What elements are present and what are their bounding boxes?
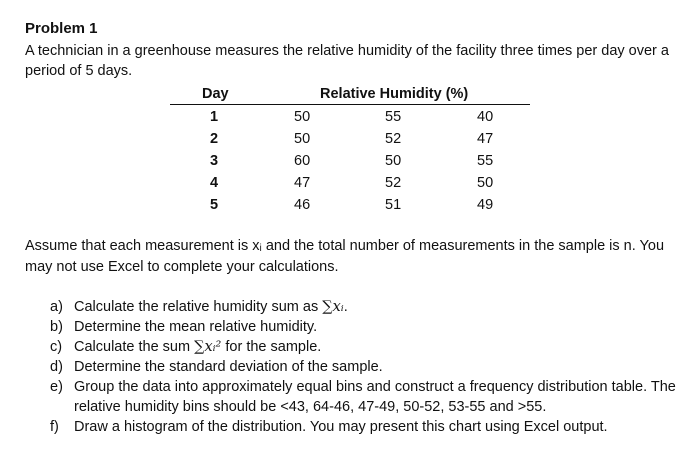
sum-formula: ∑xᵢ	[322, 299, 344, 315]
task-text: Determine the standard deviation of the sample.	[74, 359, 383, 375]
task-text: .	[343, 299, 348, 315]
task-label: c)	[50, 339, 63, 355]
day-cell: 1	[210, 109, 219, 125]
task-label: f)	[50, 419, 59, 435]
humidity-cell: 55	[477, 153, 494, 169]
humidity-cell: 50	[477, 175, 494, 191]
day-column-header: Day	[202, 86, 229, 102]
humidity-cell: 49	[477, 197, 494, 213]
task-text: Calculate the relative humidity sum as	[74, 299, 323, 315]
day-cell: 4	[210, 175, 219, 191]
table-header	[170, 84, 530, 105]
humidity-cell: 50	[385, 153, 402, 169]
task-item-b	[50, 317, 680, 337]
task-label: d)	[50, 359, 63, 375]
humidity-cell: 55	[385, 109, 402, 125]
task-text: Group the data into approximately equal bins and construct a frequency distribution table. The relative humidity bins should be <43, 64-46, 47-49, 50-52, 53-55 and >55.	[74, 379, 676, 415]
sum-squares-formula: ∑xᵢ²	[194, 339, 222, 355]
humidity-cell: 47	[477, 131, 494, 147]
humidity-cell: 50	[294, 109, 311, 125]
table-row	[170, 127, 530, 149]
humidity-cell: 46	[294, 197, 311, 213]
table-row	[170, 171, 530, 193]
humidity-table	[170, 84, 530, 215]
table-row	[170, 149, 530, 171]
task-list	[50, 297, 680, 437]
task-item-e	[50, 377, 680, 417]
humidity-cell: 50	[294, 131, 311, 147]
task-label: b)	[50, 319, 63, 335]
task-text: Determine the mean relative humidity.	[74, 319, 318, 335]
humidity-cell: 47	[294, 175, 311, 191]
day-cell: 3	[210, 153, 219, 169]
table-row	[170, 105, 530, 127]
task-text: Calculate the sum	[74, 339, 195, 355]
task-item-a	[50, 297, 680, 317]
task-item-c	[50, 337, 680, 357]
humidity-cell: 60	[294, 153, 311, 169]
task-text: Draw a histogram of the distribution. You may present this chart using Excel output.	[74, 419, 608, 435]
humidity-column-header: Relative Humidity (%)	[320, 86, 469, 102]
assumption-text: Assume that each measurement is xᵢ and the total number of measurements in the sample is n. You may not use Excel to complete your calculations.	[25, 238, 665, 275]
problem-intro: A technician in a greenhouse measures the relative humidity of the facility three times per day over a period of 5 days.	[25, 43, 669, 79]
table-row	[170, 193, 530, 215]
humidity-cell: 40	[477, 109, 494, 125]
task-label: a)	[50, 299, 63, 315]
task-text: for the sample.	[221, 339, 322, 355]
humidity-cell: 51	[385, 197, 402, 213]
day-cell: 5	[210, 197, 219, 213]
problem-title: Problem 1	[25, 20, 98, 37]
task-item-d	[50, 357, 680, 377]
humidity-cell: 52	[385, 175, 402, 191]
day-cell: 2	[210, 131, 219, 147]
task-item-f	[50, 417, 680, 437]
humidity-cell: 52	[385, 131, 402, 147]
task-label: e)	[50, 379, 63, 395]
